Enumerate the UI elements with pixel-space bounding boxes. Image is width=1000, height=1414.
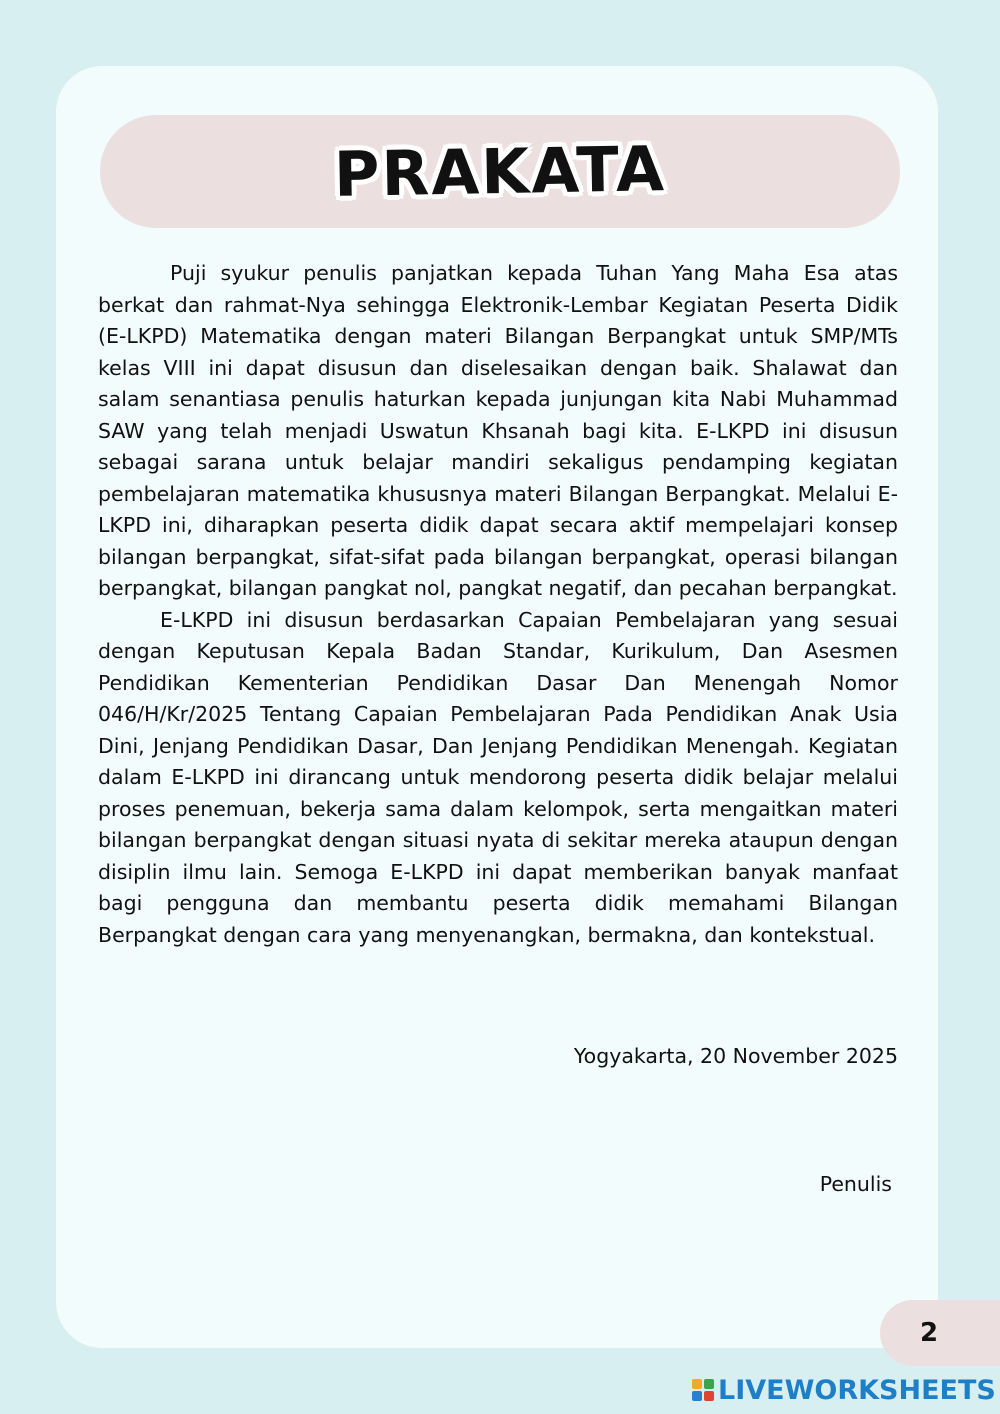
brand-label: LIVEWORKSHEETS xyxy=(718,1374,996,1406)
liveworksheets-logo-icon xyxy=(692,1379,714,1401)
preface-paragraph-1: Puji syukur penulis panjatkan kepada Tuhan Yang Maha Esa atas berkat dan rahmat-Nya sehingga Elektronik-Lembar Kegiatan Peserta Didik (E-LKPD) Matematika dengan materi Bilangan Berpangkat untuk SMP/MTs kelas VIII ini dapat disusun dan diselesaikan dengan baik. Shalawat dan salam senantiasa penulis haturkan kepada junjungan kita Nabi Muhammad SAW yang telah menjadi Uswatun Khsanah bagi kita. E-LKPD ini disusun sebagai sarana untuk belajar mandiri sekaligus pendamping kegiatan pembelajaran matematika khususnya materi Bilangan Berpangkat. Melalui E-LKPD ini, diharapkan peserta didik dapat secara aktif mempelajari konsep bilangan berpangkat, sifat-sifat pada bilangan berpangkat, operasi bilangan berpangkat, bilangan pangkat nol, pangkat negatif, dan pecahan berpangkat. xyxy=(98,261,898,600)
signer: Penulis xyxy=(819,1172,892,1196)
preface-paragraph-2: E-LKPD ini disusun berdasarkan Capaian Pembelajaran yang sesuai dengan Keputusan Kepala Badan Standar, Kurikulum, Dan Asesmen Pendidikan Kementerian Pendidikan Dasar Dan Menengah Nomor 046/H/Kr/2025 Tentang Capaian Pembelajaran Pada Pendidikan Anak Usia Dini, Jenjang Pendidikan Dasar, Dan Jenjang Pendidikan Menengah. Kegiatan dalam E-LKPD ini dirancang untuk mendorong peserta didik belajar melalui proses penemuan, bekerja sama dalam kelompok, serta mengaitkan materi bilangan berpangkat dengan situasi nyata di sekitar mereka ataupun dengan disiplin ilmu lain. Semoga E-LKPD ini dapat memberikan banyak manfaat bagi pengguna dan membantu peserta didik memahami Bilangan Berpangkat dengan cara yang menyenangkan, bermakna, dan kontekstual. xyxy=(98,607,898,947)
place-date: Yogyakarta, 20 November 2025 xyxy=(573,1044,898,1068)
preface-body xyxy=(98,258,898,951)
page-number: 2 xyxy=(919,1318,939,1348)
title-banner xyxy=(100,115,900,228)
liveworksheets-brand[interactable] xyxy=(692,1372,996,1408)
page-title: PRAKATA xyxy=(333,132,667,211)
